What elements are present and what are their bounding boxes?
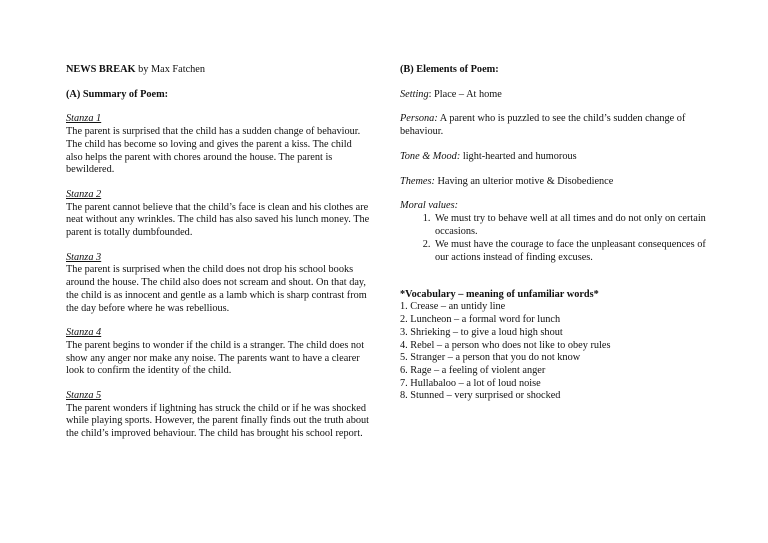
vocabulary-item: 3. Shrieking – to give a loud high shout bbox=[400, 326, 563, 338]
setting-label: Setting bbox=[400, 88, 429, 100]
vocabulary-heading: *Vocabulary – meaning of unfamiliar words* bbox=[400, 288, 599, 300]
left-column bbox=[66, 64, 370, 453]
vocabulary-item: 8. Stunned – very surprised or shocked bbox=[400, 390, 561, 402]
vocabulary-item: 2. Luncheon – a formal word for lunch bbox=[400, 314, 561, 326]
persona-text: A parent who is puzzled to see the child’s sudden change of behaviour. bbox=[400, 113, 686, 138]
themes-field bbox=[400, 176, 710, 189]
stanza-text: The parent wonders if lightning has struck the child or if he was shocked while playing sports. However, the parent finally finds out the truth about the child’s improved behaviour. The child has brought his school report. bbox=[66, 402, 369, 440]
tone-label: Tone & Mood: bbox=[400, 150, 461, 162]
stanza-section bbox=[66, 252, 370, 316]
tone-field bbox=[400, 151, 710, 164]
vocabulary-item: 5. Stranger – a person that you do not know bbox=[400, 352, 581, 364]
stanza-title: Stanza 3 bbox=[66, 251, 102, 263]
vocabulary-item: 4. Rebel – a person who does not like to obey rules bbox=[400, 339, 611, 351]
vocabulary-item: 1. Crease – an untidy line bbox=[400, 301, 506, 313]
stanza-section bbox=[66, 327, 370, 378]
persona-label: Persona: bbox=[400, 113, 438, 125]
stanza-title: Stanza 1 bbox=[66, 113, 102, 125]
moral-values-section bbox=[400, 200, 710, 265]
vocabulary-item: 7. Hullabaloo – a lot of loud noise bbox=[400, 377, 541, 389]
summary-heading: (A) Summary of Poem: bbox=[66, 88, 169, 100]
stanza-section bbox=[66, 390, 370, 441]
moral-value-item: 2. We must have the courage to face the unpleasant consequences of our actions instead of finding excuses. bbox=[433, 239, 710, 264]
moral-value-item: 1. We must try to behave well at all times and do not only on certain occasions. bbox=[433, 213, 710, 238]
stanza-section bbox=[66, 113, 370, 177]
right-column bbox=[400, 64, 710, 403]
stanza-text: The parent begins to wonder if the child is a stranger. The child does not show any anger nor make any noise. The parents want to have a clearer look to confirm the identity of the child. bbox=[66, 339, 365, 377]
stanza-text: The parent cannot believe that the child’s face is clean and his clothes are neat without any wrinkles. The child has also saved his lunch money. The parent is totally dumbfounded. bbox=[66, 201, 370, 239]
stanza-text: The parent is surprised that the child has a sudden change of behaviour. The child has become so loving and gives the parent a kiss. The child also helps the parent with chores around the house. The parent is bewildered. bbox=[66, 126, 361, 176]
themes-label: Themes: bbox=[400, 175, 435, 187]
elements-heading: (B) Elements of Poem: bbox=[400, 64, 499, 75]
themes-text: Having an ulterior motive & Disobedience bbox=[434, 175, 614, 187]
moral-values-label: Moral values: bbox=[400, 200, 459, 212]
setting-text: : Place – At home bbox=[428, 88, 502, 100]
stanza-title: Stanza 4 bbox=[66, 327, 102, 339]
poem-title: NEWS BREAK bbox=[66, 64, 136, 75]
stanza-title: Stanza 2 bbox=[66, 188, 102, 200]
stanza-title: Stanza 5 bbox=[66, 390, 102, 402]
vocabulary-item: 6. Rage – a feeling of violent anger bbox=[400, 364, 546, 376]
persona-field bbox=[400, 113, 710, 138]
vocabulary-list bbox=[400, 301, 710, 403]
setting-field bbox=[400, 89, 710, 102]
stanza-section bbox=[66, 189, 370, 240]
document-title bbox=[66, 64, 370, 77]
moral-values-list bbox=[400, 213, 710, 265]
stanza-text: The parent is surprised when the child does not drop his school books around the house. The child also does not scream and shout. On that day, the child is as innocent and gentle as a lamb which is sharp contrast from the day before where he was rebellious. bbox=[66, 264, 367, 314]
tone-text: light-hearted and humorous bbox=[460, 150, 577, 162]
poem-author: by Max Fatchen bbox=[135, 64, 206, 75]
